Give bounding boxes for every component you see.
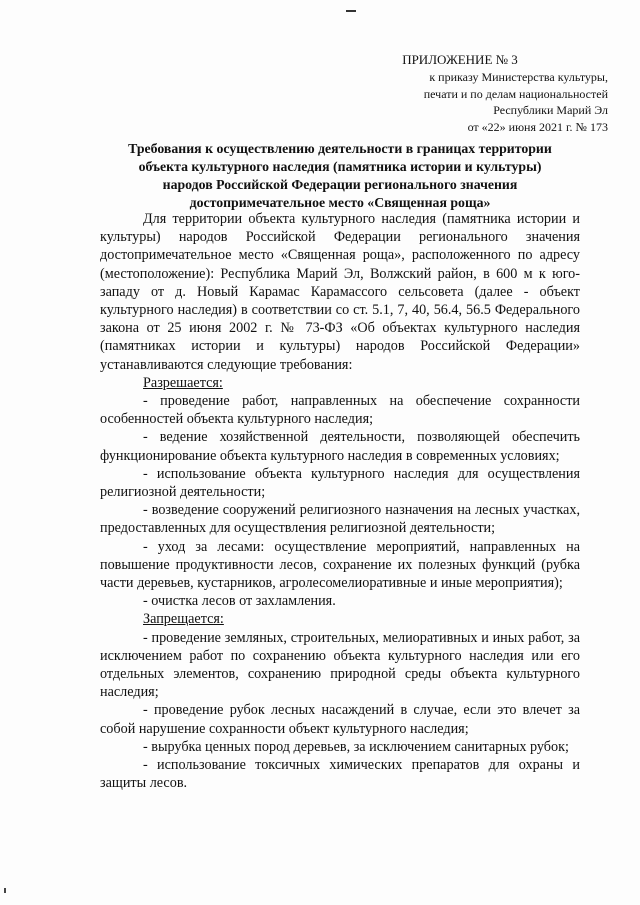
appendix-header <box>330 52 608 135</box>
allowed-heading: Разрешается: <box>143 374 223 391</box>
appendix-number: ПРИЛОЖЕНИЕ № 3 <box>402 52 518 67</box>
scan-artifact <box>4 888 6 893</box>
intro-paragraph: Для территории объекта культурного наследия (памятника истории и культуры) народов Российской Федерации регионального значения достопримечательное место «Священная роща», расположенного по адресу (местоположение): Республика Марий Эл, Волжский район, в 600 м к юго-западу от д. Новый Карамас Карамассого сельсовета (далее - объект культурного наследия) в соответствии со ст. 5.1, 7, 40, 56.4, 56.5 Федерального закона от 25 июня 2002 г. № 73-ФЗ «Об объектах культурного наследия (памятниках истории и культуры) народов Российской Федерации» устанавливаются следующие требования: <box>100 211 580 373</box>
allowed-item: - очистка лесов от захламления. <box>143 593 336 610</box>
title-line: достопримечательное место «Священная роща» <box>189 195 491 210</box>
document-body <box>100 210 580 793</box>
forbidden-item: - проведение рубок лесных насаждений в случае, если это влечет за собой нарушение сохранности объект культурного наследия; <box>100 702 580 737</box>
allowed-item: - ведение хозяйственной деятельности, позволяющей обеспечить функционирование объекта культурного наследия в современных условиях; <box>100 429 580 464</box>
allowed-item: - уход за лесами: осуществление мероприятий, направленных на повышение продуктивности лесов, сохранение их полезных функций (рубка части деревьев, кустарников, агролесомелиоративные и иные мероприятия); <box>100 538 580 592</box>
title-line: Требования к осуществлению деятельности в границах территории <box>128 141 552 156</box>
title-line: объекта культурного наследия (памятника истории и культуры) <box>138 159 542 174</box>
header-line: к приказу Министерства культуры, <box>429 70 608 85</box>
forbidden-item: - проведение земляных, строительных, мелиоративных и иных работ, за исключением работ по сохранению объекта культурного наследия или его отдельных элементов, сохранению природной среды объекта культурного наследия; <box>100 629 580 701</box>
allowed-item: - проведение работ, направленных на обеспечение сохранности особенностей объекта культурного наследия; <box>100 393 580 428</box>
forbidden-heading: Запрещается: <box>143 611 224 628</box>
allowed-item: - возведение сооружений религиозного назначения на лесных участках, предоставленных для осуществления религиозной деятельности; <box>100 502 580 537</box>
forbidden-item: - использование токсичных химических препаратов для охраны и защиты лесов. <box>100 757 580 792</box>
forbidden-item: - вырубка ценных пород деревьев, за исключением санитарных рубок; <box>143 738 569 755</box>
document-title <box>100 140 580 212</box>
scan-artifact <box>346 10 356 12</box>
header-date-line: от «22» июня 2021 г. № 173 <box>467 119 608 134</box>
title-line: народов Российской Федерации регионального значения <box>162 177 518 192</box>
header-line: печати и по делам национальностей <box>423 86 608 101</box>
allowed-item: - использование объекта культурного наследия для осуществления религиозной деятельности; <box>100 465 580 501</box>
header-line: Республики Марий Эл <box>493 103 608 118</box>
